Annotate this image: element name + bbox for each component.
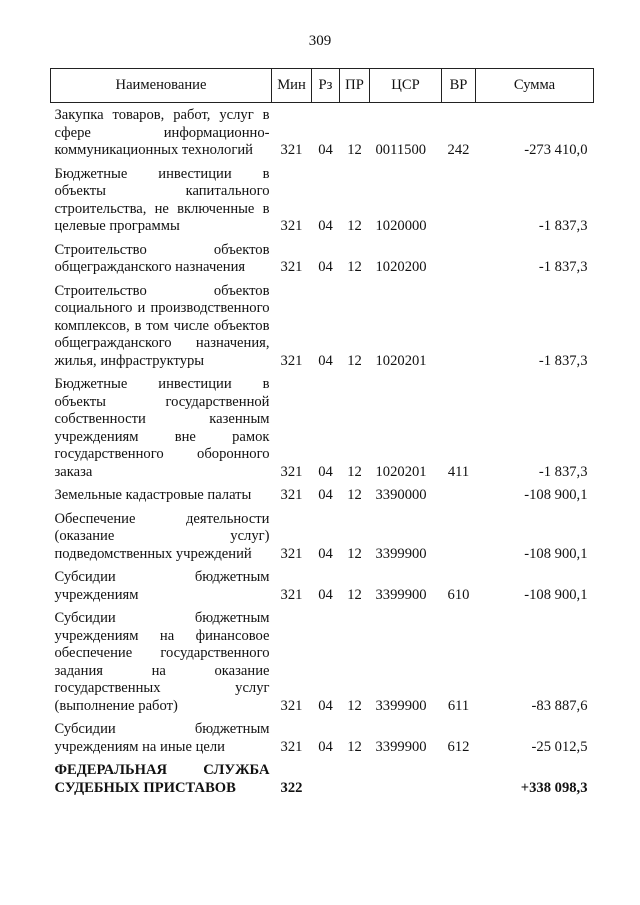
row-sum: -273 410,0: [524, 142, 588, 158]
row-min: 321: [280, 487, 303, 503]
row-vr: [442, 505, 476, 564]
row-name: Земельные кадастровые палаты: [54, 487, 252, 503]
row-vr: 411: [447, 463, 470, 480]
row-name: Закупка товаров, работ, услуг в сфере информационно-коммуникационных технологий: [54, 107, 270, 158]
row-sum: -25 012,5: [531, 738, 588, 755]
table-row: [51, 277, 594, 371]
table-row-total: [51, 756, 594, 797]
row-csr: 1020201: [375, 352, 427, 369]
row-csr: [370, 756, 442, 797]
table-row: [51, 160, 594, 236]
row-name: Субсидии бюджетным учреждениям: [54, 569, 270, 603]
page-number: 309: [308, 33, 332, 49]
row-name: Обеспечение деятельности (оказание услуг) подведомственных учреждений: [54, 510, 270, 562]
header-name: Наименование: [51, 69, 272, 103]
row-pr: 12: [347, 697, 362, 714]
table-row: [51, 103, 594, 160]
row-pr: 12: [347, 142, 362, 158]
row-pr: 12: [347, 487, 362, 503]
header-pr: ПР: [340, 69, 370, 103]
row-rz: 04: [318, 545, 333, 562]
row-vr: [442, 236, 476, 277]
row-pr: 12: [347, 352, 362, 369]
header-csr: ЦСР: [370, 69, 442, 103]
row-min: 321: [280, 218, 303, 234]
table-row: [51, 236, 594, 277]
row-rz: 04: [318, 259, 333, 275]
row-rz: 04: [318, 463, 333, 480]
row-min: 321: [280, 259, 303, 275]
row-pr: 12: [347, 259, 362, 275]
row-name: Бюджетные инвестиции в объекты государственной собственности казенным учреждениям вне рамок государственного оборонного заказа: [54, 376, 270, 480]
table-row: [51, 370, 594, 481]
row-rz: 04: [318, 586, 333, 603]
row-pr: 12: [347, 586, 362, 603]
table-row: [51, 505, 594, 564]
row-csr: 1020000: [375, 218, 427, 234]
row-vr: [442, 481, 476, 505]
row-name: Субсидии бюджетным учреждениям на иные цели: [54, 721, 270, 755]
row-csr: 3390000: [375, 487, 427, 503]
row-min: 321: [280, 142, 303, 158]
row-min: 321: [280, 586, 303, 603]
row-sum: -108 900,1: [524, 545, 588, 562]
row-name: Бюджетные инвестиции в объекты капитального строительства, не включенные в целевые программы: [54, 165, 270, 234]
row-vr: 242: [447, 142, 470, 158]
row-min: 321: [280, 545, 303, 562]
row-sum: -1 837,3: [538, 352, 588, 369]
row-sum: -108 900,1: [524, 487, 588, 503]
row-vr: 612: [447, 738, 470, 755]
row-rz: 04: [318, 738, 333, 755]
row-vr: [442, 160, 476, 236]
row-csr: 0011500: [375, 142, 427, 158]
row-name: ФЕДЕРАЛЬНАЯ СЛУЖБА СУДЕБНЫХ ПРИСТАВОВ: [54, 762, 270, 796]
header-vr: ВР: [442, 69, 476, 103]
row-vr: 610: [447, 586, 470, 603]
row-pr: 12: [347, 545, 362, 562]
row-sum: -83 887,6: [531, 697, 588, 714]
header-sum: Сумма: [476, 69, 594, 103]
row-min: 321: [280, 463, 303, 480]
row-vr: [442, 277, 476, 371]
table-row: [51, 715, 594, 756]
row-sum: -108 900,1: [524, 586, 588, 603]
row-vr: [442, 756, 476, 797]
row-rz: 04: [318, 697, 333, 714]
row-min: 321: [280, 352, 303, 369]
row-csr: 3399900: [375, 545, 427, 562]
row-rz: 04: [318, 352, 333, 369]
row-rz: 04: [318, 218, 333, 234]
row-sum: -1 837,3: [538, 218, 588, 234]
row-sum: -1 837,3: [538, 259, 588, 275]
table-row: [51, 563, 594, 604]
row-csr: 1020201: [375, 463, 427, 480]
row-name: Субсидии бюджетным учреждениям на финансовое обеспечение государственного задания на оказание государственных услуг (выполнение работ): [54, 610, 270, 714]
table-row: [51, 604, 594, 715]
row-pr: 12: [347, 218, 362, 234]
row-csr: 1020200: [375, 259, 427, 275]
row-sum: -1 837,3: [538, 463, 588, 480]
table-header-row: [51, 69, 594, 103]
row-rz: 04: [318, 487, 333, 503]
table-row: [51, 481, 594, 505]
row-pr: [340, 756, 370, 797]
row-csr: 3399900: [375, 697, 427, 714]
row-name: Строительство объектов социального и производственного комплексов, в том числе объектов общегражданского назначения, жилья, инфраструктуры: [54, 282, 270, 369]
row-vr: 611: [447, 697, 470, 714]
header-min: Мин: [272, 69, 312, 103]
row-sum: +338 098,3: [520, 779, 588, 796]
row-min: 321: [280, 738, 303, 755]
row-name: Строительство объектов общегражданского назначения: [54, 241, 270, 275]
row-pr: 12: [347, 463, 362, 480]
row-rz: 04: [318, 142, 333, 158]
row-csr: 3399900: [375, 586, 427, 603]
row-min: 321: [280, 697, 303, 714]
budget-table: [50, 68, 594, 797]
row-rz: [312, 756, 340, 797]
row-csr: 3399900: [375, 738, 427, 755]
row-pr: 12: [347, 738, 362, 755]
header-rz: Рз: [312, 69, 340, 103]
row-min: 322: [280, 779, 303, 796]
